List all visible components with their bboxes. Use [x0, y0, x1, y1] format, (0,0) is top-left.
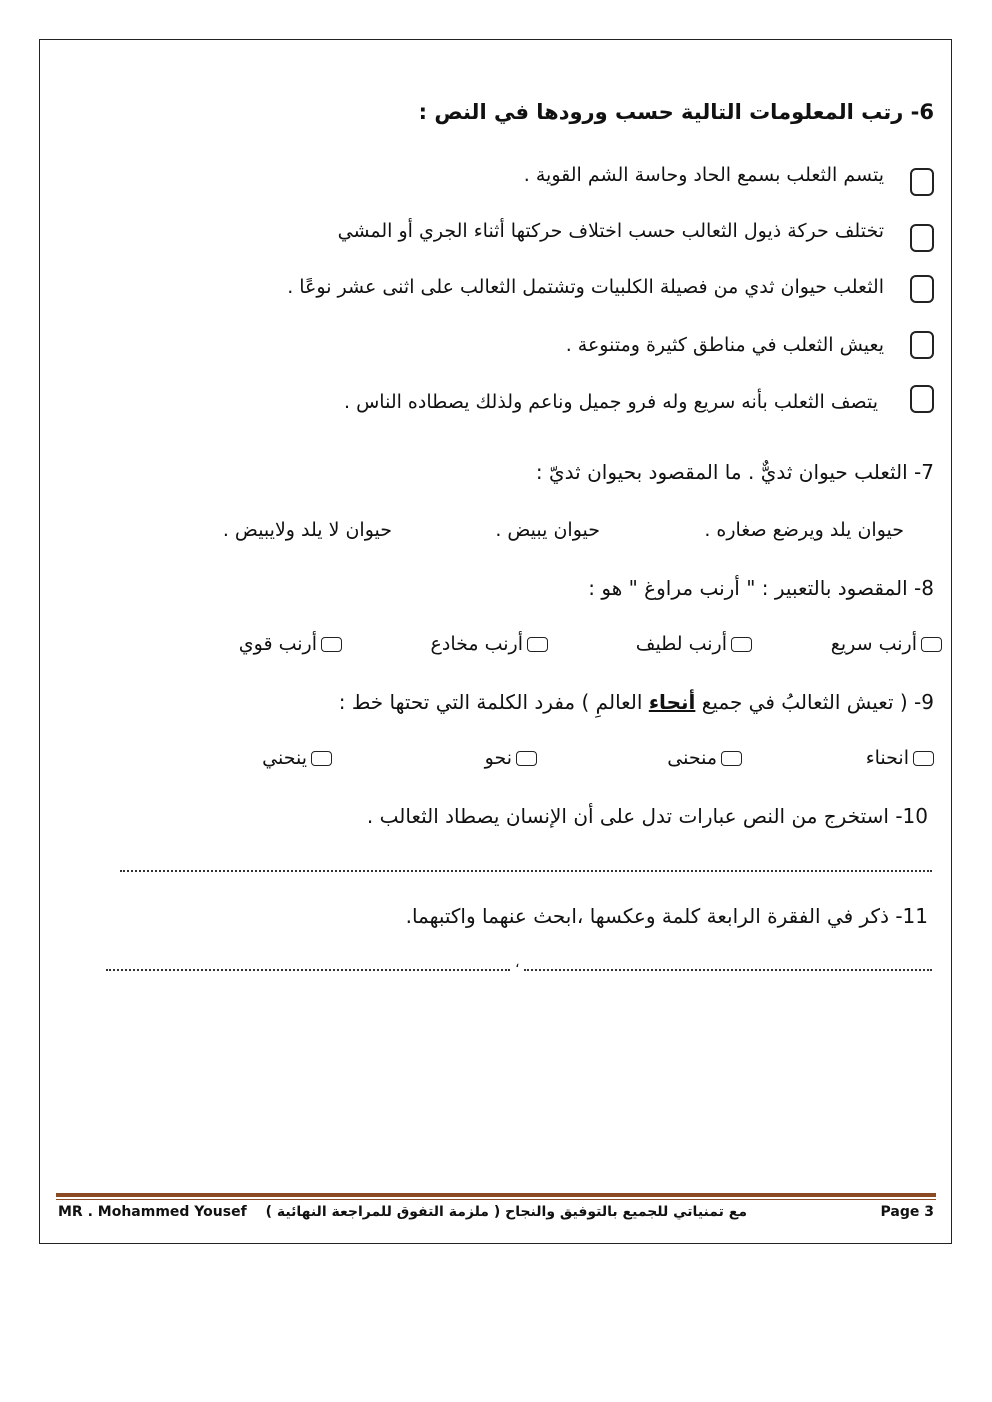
q9-title-after: العالمِ ) مفرد الكلمة التي تحتها خط :: [338, 690, 649, 714]
q8-option-1-label: أرنب سريع: [830, 633, 917, 655]
q9-option-2-label: منحنى: [667, 747, 717, 769]
footer-rule-thick: [56, 1193, 936, 1197]
q8-option-3[interactable]: [431, 633, 548, 655]
q9-option-1-label: انحناء: [865, 747, 909, 769]
q6-item-2: تختلف حركة ذيول الثعالب حسب اختلاف حركتها أثناء الجري أو المشي: [337, 220, 884, 242]
q8-checkbox-2[interactable]: [731, 637, 752, 652]
footer-rule-thin: [56, 1199, 936, 1200]
q6-item-3: الثعلب حيوان ثدي من فصيلة الكلبيات وتشتمل الثعالب على اثنى عشر نوعًا .: [287, 276, 884, 298]
q9-checkbox-1[interactable]: [913, 751, 934, 766]
q6-checkbox-5[interactable]: [910, 385, 934, 413]
footer-message: مع تمنياتي للجميع بالتوفيق والنجاح ( ملزمة التفوق للمراجعة النهائية ): [265, 1204, 747, 1220]
q6-item-5: يتصف الثعلب بأنه سريع وله فرو جميل وناعم ولذلك يصطاده الناس .: [344, 391, 878, 413]
q9-underlined-word: أنحاء: [648, 690, 696, 714]
q11-separator: ،: [515, 955, 520, 971]
q9-option-3-label: نحو: [484, 747, 512, 769]
q9-title-before: 9- ( تعيش الثعالبُ في جميع: [695, 690, 934, 714]
q10-title: 10- استخرج من النص عبارات تدل على أن الإنسان يصطاد الثعالب .: [366, 804, 928, 828]
q6-checkbox-1[interactable]: [910, 168, 934, 196]
q7-option-3[interactable]: حيوان لا يلد ولايبيض .: [222, 519, 392, 541]
q8-checkbox-4[interactable]: [321, 637, 342, 652]
q7-option-1[interactable]: حيوان يلد ويرضع صغاره .: [704, 519, 904, 541]
q7-option-2[interactable]: حيوان يبيض .: [495, 519, 600, 541]
q10-answer-line[interactable]: [120, 870, 932, 872]
q6-title: 6- رتب المعلومات التالية حسب ورودها في النص :: [418, 100, 934, 124]
q6-item-4: يعيش الثعلب في مناطق كثيرة ومتنوعة .: [565, 334, 884, 356]
q8-checkbox-1[interactable]: [921, 637, 942, 652]
q11-answer-line-2[interactable]: [524, 969, 932, 971]
q8-option-1[interactable]: [831, 633, 942, 655]
q8-option-3-label: أرنب مخادع: [430, 633, 523, 655]
q9-checkbox-4[interactable]: [311, 751, 332, 766]
q9-checkbox-2[interactable]: [721, 751, 742, 766]
q6-checkbox-3[interactable]: [910, 275, 934, 303]
q9-option-2[interactable]: [667, 747, 742, 769]
q8-title: 8- المقصود بالتعبير : " أرنب مراوغ " هو :: [588, 576, 934, 600]
q9-option-3[interactable]: [485, 747, 537, 769]
q8-option-4-label: أرنب قوي: [238, 633, 317, 655]
footer-page-number: Page 3: [880, 1204, 934, 1220]
q11-title: 11- ذكر في الفقرة الرابعة كلمة وعكسها ،ابحث عنهما واكتبهما.: [405, 904, 928, 928]
q8-checkbox-3[interactable]: [527, 637, 548, 652]
q8-option-4[interactable]: [239, 633, 342, 655]
q9-title: [339, 690, 934, 714]
footer-author: MR . Mohammed Yousef: [58, 1204, 247, 1220]
q8-option-2-label: أرنب لطيف: [635, 633, 727, 655]
q7-title: 7- الثعلب حيوان ثديٌّ . ما المقصود بحيوان ثديّ :: [535, 460, 934, 484]
q9-option-1[interactable]: [866, 747, 934, 769]
q9-checkbox-3[interactable]: [516, 751, 537, 766]
q6-item-1: يتسم الثعلب بسمع الحاد وحاسة الشم القوية .: [523, 164, 884, 186]
q9-option-4[interactable]: [262, 747, 332, 769]
q6-checkbox-4[interactable]: [910, 331, 934, 359]
q6-checkbox-2[interactable]: [910, 224, 934, 252]
q8-option-2[interactable]: [636, 633, 752, 655]
q11-answer-line-1[interactable]: [106, 969, 510, 971]
q9-option-4-label: ينحني: [262, 747, 307, 769]
